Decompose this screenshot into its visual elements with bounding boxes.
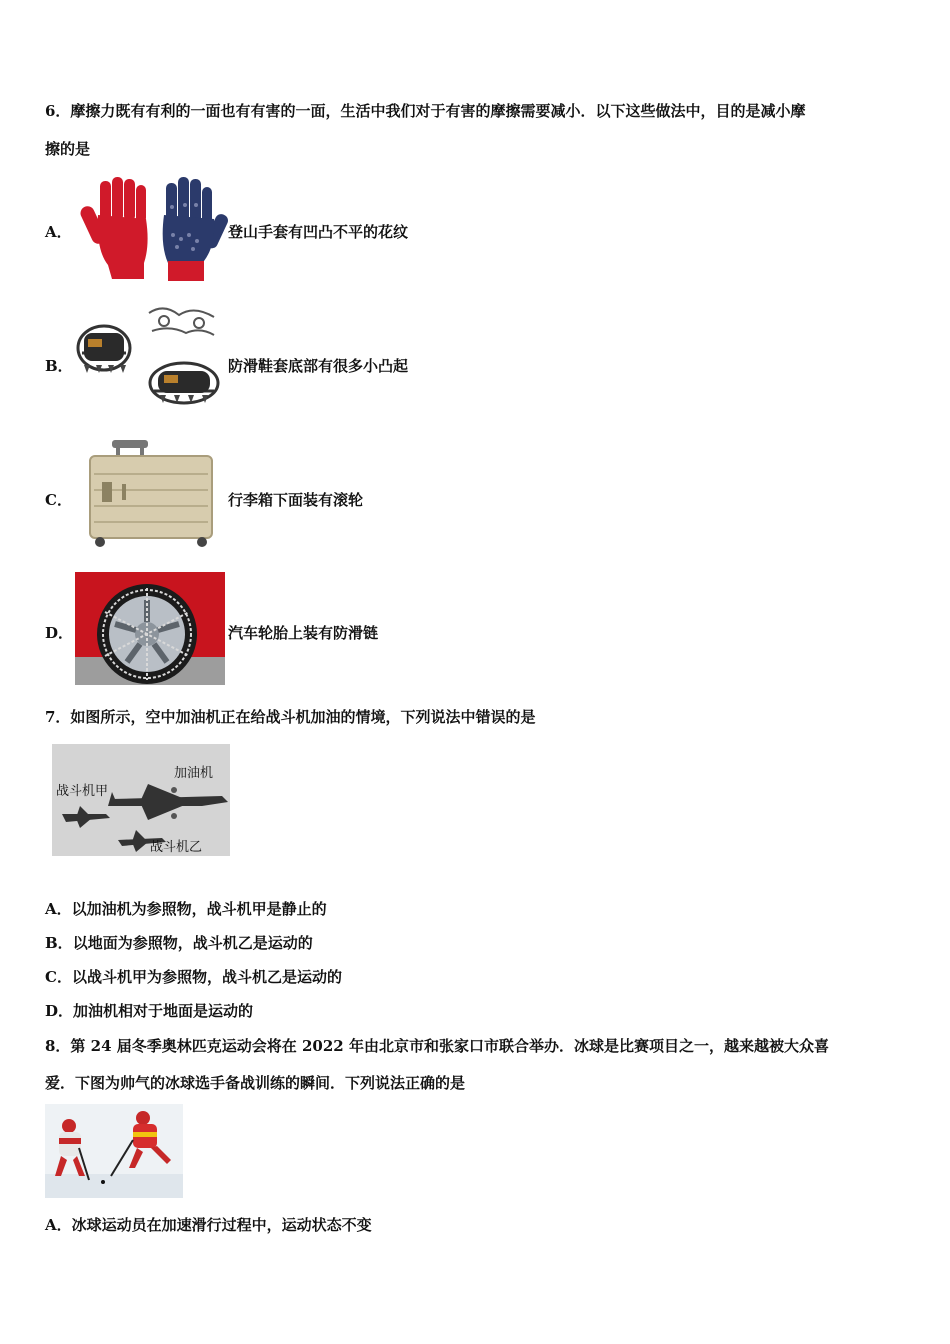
suitcase-image <box>82 438 218 548</box>
q8-stem-line1: 8．第 24 届冬季奥林匹克运动会将在 2022 年由北京市和张家口市联合举办．冰球是比赛项目之一，越来越被大众喜 <box>45 1037 829 1055</box>
q6-option-a-text: 登山手套有凹凸不平的花纹 <box>228 223 409 241</box>
q7-option-a-label: A． <box>45 900 72 918</box>
q6-option-d-text: 汽车轮胎上装有防滑链 <box>228 624 379 642</box>
refueling-figure <box>52 744 230 856</box>
q6-stem-line1: 6．摩擦力既有有利的一面也有有害的一面，生活中我们对于有害的摩擦需要减小．以下这些做法中，目的是减小摩 <box>45 102 806 120</box>
q7-option-b-label: B． <box>45 934 73 952</box>
q7-option-b <box>45 933 313 953</box>
q7-stem: 7．如图所示，空中加油机正在给战斗机加油的情境，下列说法中错误的是 <box>45 708 536 726</box>
q6-stem-line2: 擦的是 <box>45 140 91 158</box>
tire-chain-image <box>75 572 225 685</box>
q7-option-c-label: C． <box>45 968 72 986</box>
q7-option-d-text: 加油机相对于地面是运动的 <box>73 1002 254 1020</box>
q7-option-d-label: D． <box>45 1002 74 1020</box>
hockey-players-image <box>45 1104 183 1198</box>
q8-option-a <box>45 1215 372 1235</box>
gloves-image <box>78 175 228 283</box>
q8-option-a-label: A． <box>45 1216 72 1234</box>
q6-option-d-label: D． <box>45 624 74 642</box>
q7-option-c-text: 以战斗机甲为参照物，战斗机乙是运动的 <box>71 968 342 986</box>
shoe-cleats-image <box>74 303 224 415</box>
fighter-a-label: 战斗机甲 <box>56 784 109 799</box>
q6-option-c-label: C． <box>45 491 72 509</box>
q6-option-a-label: A． <box>45 223 72 241</box>
tanker-label: 加油机 <box>174 766 214 781</box>
q6-option-c-text: 行李箱下面装有滚轮 <box>228 491 364 509</box>
q6-option-b-text: 防滑鞋套底部有很多小凸起 <box>228 357 409 375</box>
q7-option-d <box>45 1001 253 1021</box>
q7-option-a-text: 以加油机为参照物，战斗机甲是静止的 <box>71 900 327 918</box>
q7-option-a <box>45 899 327 919</box>
q8-option-a-text: 冰球运动员在加速滑行过程中，运动状态不变 <box>71 1216 372 1234</box>
q6-option-b-label: B． <box>45 357 73 375</box>
q7-option-b-text: 以地面为参照物，战斗机乙是运动的 <box>72 934 313 952</box>
fighter-b-label: 战斗机乙 <box>150 840 203 855</box>
q7-option-c <box>45 967 342 987</box>
q8-stem-line2: 爱．下图为帅气的冰球选手备战训练的瞬间．下列说法正确的是 <box>45 1074 466 1092</box>
